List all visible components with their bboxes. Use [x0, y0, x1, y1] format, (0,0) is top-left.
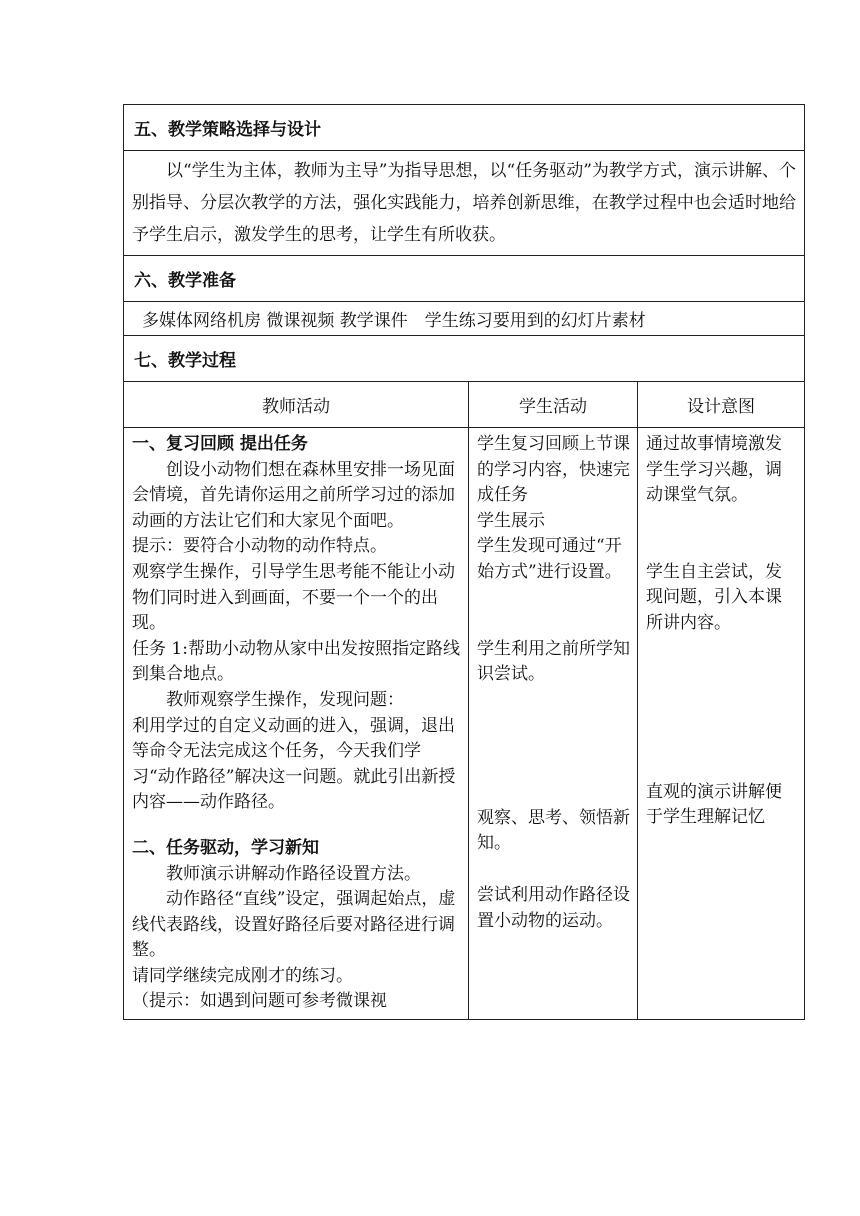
intent-text: 学生自主尝试，发现问题，引入本课所讲内容。 [646, 561, 782, 633]
teacher-text: 动作路径“直线”设定，强调起始点，虚线代表路线，设置好路径后要对路径进行调整。 [132, 889, 456, 961]
header-teacher-activity: 教师活动 [124, 382, 469, 428]
process-header-row [124, 382, 805, 428]
section6-body: 多媒体网络机房 微课视频 教学课件 学生练习要用到的幻灯片素材 [124, 302, 805, 336]
section5-body-row [124, 151, 805, 256]
student-text: 学生发现可通过“开始方式”进行设置。 [477, 536, 622, 582]
intent-text: 通过故事情境激发学生学习兴趣，调动课堂气氛。 [646, 434, 782, 506]
student-text: 学生展示 [477, 510, 545, 531]
header-student-activity: 学生活动 [469, 382, 638, 428]
student-text: 尝试利用动作路径设置小动物的运动。 [477, 884, 630, 931]
section5-body [124, 151, 805, 256]
teacher-text: 教师演示讲解动作路径设置方法。 [166, 863, 421, 884]
section5-title: 五、教学策略选择与设计 [124, 105, 805, 151]
process-row [124, 428, 805, 1020]
design-intent-cell [638, 428, 805, 1020]
section7-title: 七、教学过程 [124, 336, 805, 382]
teacher-text: 创设小动物们想在森林里安排一场见面会情境，首先请你运用之前所学习过的添加动画的方法让它们和大家见个面吧。 [132, 459, 455, 531]
student-text: 学生复习回顾上节课的学习内容，快速完成任务 [477, 434, 630, 506]
section6-body-row [124, 302, 805, 336]
lesson-plan-table [123, 104, 805, 1020]
teacher-text: 利用学过的自定义动画的进入，强调，退出等命令无法完成这个任务，今天我们学习“动作路径”解决这一问题。就此引出新授内容——动作路径。 [132, 715, 456, 813]
student-activity-cell [469, 428, 638, 1020]
teacher-text: 观察学生操作，引导学生思考能不能让小动物们同时进入到画面，不要一个一个的出现。 [132, 561, 455, 634]
teacher-activity-cell [124, 428, 469, 1020]
teacher-text: （提示：如遇到问题可参考微课视 [132, 991, 387, 1012]
teacher-text: 请同学继续完成刚才的练习。 [132, 965, 353, 986]
section6-title-row [124, 256, 805, 302]
lesson-plan-page [123, 104, 804, 1020]
section5-body-text: 以“学生为主体，教师为主导”为指导思想，以“任务驱动”为教学方式，演示讲解、个别指导、分层次教学的方法，强化实践能力，培养创新思维，在教学过程中也会适时地给予学生启示，激发学生的思考，让学生有所收获。 [132, 161, 796, 245]
section5-title-row [124, 105, 805, 151]
section6-title: 六、教学准备 [124, 256, 805, 302]
intent-text: 直观的演示讲解便于学生理解记忆 [646, 781, 782, 828]
header-design-intent: 设计意图 [638, 382, 805, 428]
teacher-text: 任务 1:帮助小动物从家中出发按照指定路线到集合地点。 [132, 638, 460, 685]
student-text: 观察、思考、领悟新知。 [477, 807, 630, 854]
teacher-text: 提示：要符合小动物的动作特点。 [132, 536, 387, 557]
section7-title-row [124, 336, 805, 382]
teacher-text: 教师观察学生操作，发现问题： [166, 689, 404, 710]
student-text: 学生利用之前所学知识尝试。 [477, 638, 630, 685]
step1-heading: 一、复习回顾 提出任务 [132, 434, 308, 454]
step2-heading: 二、任务驱动，学习新知 [132, 837, 319, 858]
